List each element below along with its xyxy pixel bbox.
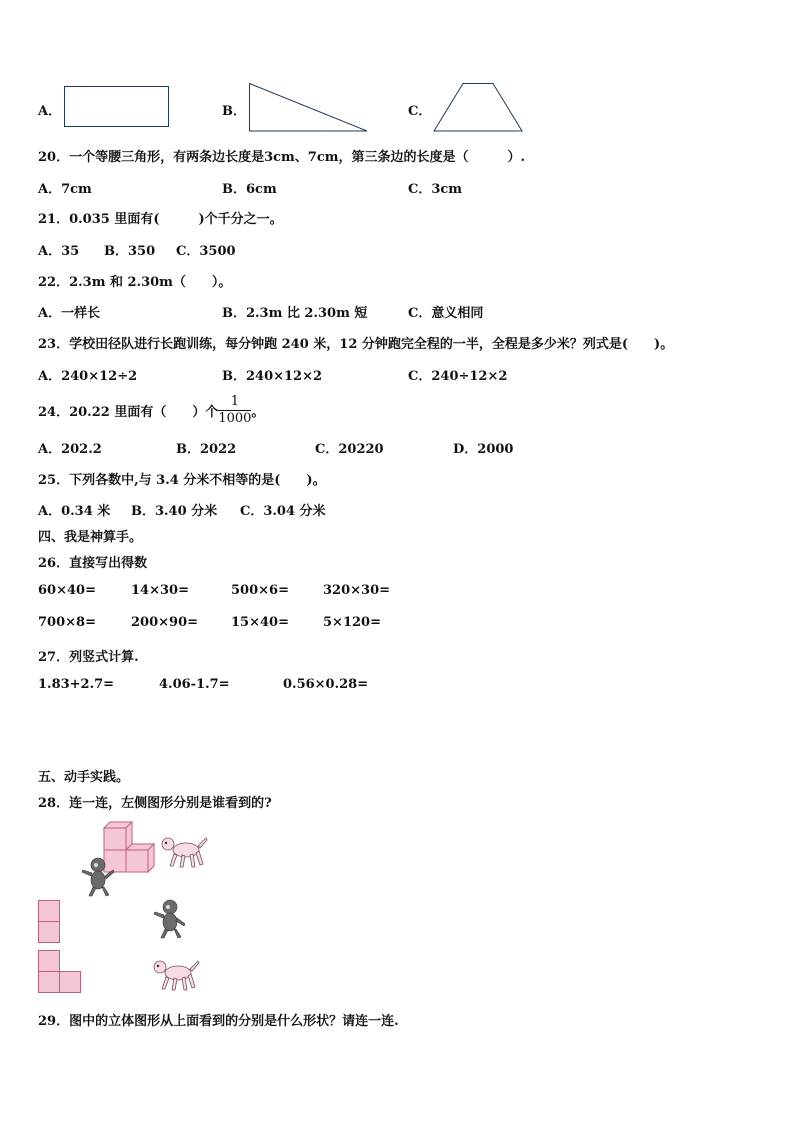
- q23-option-a: A．240×12÷2: [38, 369, 138, 384]
- calc-5x120: 5×120=: [323, 615, 381, 630]
- vertical-calc-1: 1.83+2.7=: [38, 677, 115, 692]
- calc-15x40: 15×40=: [231, 615, 289, 630]
- q21-option-b: B．350: [104, 244, 156, 259]
- q24-option-c: C．20220: [315, 442, 384, 457]
- question-27: 27．列竖式计算.: [38, 650, 139, 665]
- question-25: 25．下列各数中,与 3.4 分米不相等的是( )。: [38, 473, 326, 488]
- monkey-icon: [80, 856, 116, 898]
- question-20: 20．一个等腰三角形，有两条边长度是3cm、7cm，第三条边的长度是（ ）.: [38, 150, 526, 165]
- monkey-icon: [152, 898, 188, 940]
- q23-option-b: B．240×12×2: [222, 369, 323, 384]
- q21-option-c: C．3500: [176, 244, 236, 259]
- calc-200x90: 200×90=: [131, 615, 199, 630]
- q24-text: 24．20.22 里面有（ ）个: [38, 404, 219, 420]
- vertical-calc-3: 0.56×0.28=: [283, 677, 369, 692]
- view-two-squares-vertical: [38, 900, 62, 944]
- trapezoid-shape: [433, 83, 525, 133]
- calc-320x30: 320×30=: [323, 583, 391, 598]
- q23-option-c: C．240÷12×2: [408, 369, 508, 384]
- dog-icon: [150, 956, 202, 994]
- dog-icon: [158, 834, 210, 870]
- question-28: 28．连一连，左侧图形分别是谁看到的?: [38, 796, 272, 811]
- q24-text-end: 。: [251, 404, 265, 420]
- rectangle-shape: [64, 86, 170, 128]
- question-29: 29．图中的立体图形从上面看到的分别是什么形状？请连一连.: [38, 1014, 399, 1029]
- q22-option-c: C．意义相同: [408, 306, 484, 321]
- q25-option-b: B．3.40 分米: [131, 504, 218, 519]
- calc-60x40: 60×40=: [38, 583, 96, 598]
- q25-option-a: A．0.34 米: [38, 504, 111, 519]
- q20-option-a: A．7cm: [38, 182, 92, 197]
- calc-700x8: 700×8=: [38, 615, 96, 630]
- option-c-label: C．: [408, 104, 432, 119]
- calc-500x6: 500×6=: [231, 583, 289, 598]
- q20-option-b: B．6cm: [222, 182, 277, 197]
- q21-option-a: A．35: [38, 244, 80, 259]
- q25-option-c: C．3.04 分米: [240, 504, 326, 519]
- q24-option-b: B．2022: [176, 442, 237, 457]
- option-a-label: A．: [38, 104, 62, 119]
- section-5-title: 五、动手实践。: [38, 770, 130, 785]
- question-26: 26．直接写出得数: [38, 556, 148, 571]
- section-4-title: 四、我是神算手。: [38, 530, 143, 545]
- fraction-denominator: 1000: [218, 410, 252, 426]
- q24-option-d: D．2000: [453, 442, 514, 457]
- question-24: [38, 390, 264, 430]
- q22-option-b: B．2.3m 比 2.30m 短: [222, 306, 368, 321]
- question-23: 23．学校田径队进行长跑训练，每分钟跑 240 米，12 分钟跑完全程的一半，全程是多少米？列式是( )。: [38, 337, 674, 352]
- fraction-numerator: 1: [218, 394, 251, 411]
- q22-option-a: A．一样长: [38, 306, 101, 321]
- vertical-calc-2: 4.06-1.7=: [159, 677, 230, 692]
- option-b-label: B．: [222, 104, 246, 119]
- question-21: 21．0.035 里面有( )个千分之一。: [38, 212, 283, 227]
- question-22: 22．2.3m 和 2.30m（ ）。: [38, 275, 232, 290]
- fraction-one-thousandth: [218, 394, 251, 427]
- view-l-shape-squares: [38, 950, 84, 994]
- q24-option-a: A．202.2: [38, 442, 102, 457]
- q20-option-c: C．3cm: [408, 182, 463, 197]
- calc-14x30: 14×30=: [131, 583, 189, 598]
- right-triangle-shape: [249, 83, 371, 133]
